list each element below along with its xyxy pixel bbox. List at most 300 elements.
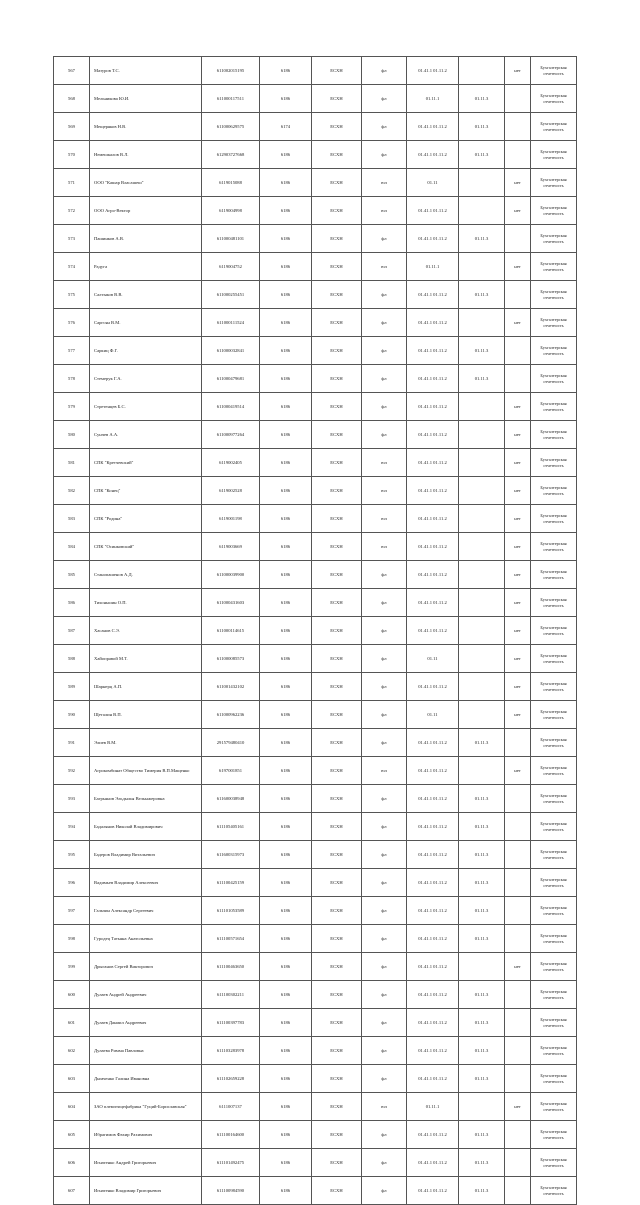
- taxpayer-name: Элиев В.М.: [90, 729, 202, 757]
- code-cell: 6186: [260, 253, 312, 281]
- taxpayer-name: Мещеряков Н.В.: [90, 113, 202, 141]
- row-number: 594: [54, 813, 90, 841]
- activity-code-cell: 01.41.1 01.11.2: [407, 785, 459, 813]
- taxpayer-type-cell: фл: [362, 617, 407, 645]
- inn-cell: 611100571654: [202, 925, 260, 953]
- regime-cell: ЕСХН: [312, 645, 362, 673]
- report-type-cell: Бухгалтерская отчетность: [531, 197, 577, 225]
- extra-code-cell: [459, 673, 505, 701]
- taxpayer-name: Агрокомбинат Общество Тимерия В.П.Мащенко: [90, 757, 202, 785]
- regime-cell: ЕСХН: [312, 1177, 362, 1205]
- taxpayer-name: Немешкалов В.Л.: [90, 141, 202, 169]
- code-cell: 6186: [260, 1093, 312, 1121]
- extra-code-cell: [459, 701, 505, 729]
- table-row: [54, 1177, 577, 1205]
- taxpayer-name: Стемерук Г.А.: [90, 365, 202, 393]
- table-row: [54, 1149, 577, 1177]
- activity-code-cell: 01.41.1 01.11.2: [407, 729, 459, 757]
- taxpayer-type-cell: фл: [362, 113, 407, 141]
- extra-code-cell: [459, 1093, 505, 1121]
- code-cell: 6186: [260, 645, 312, 673]
- activity-code-cell: 01.41.1 01.11.2: [407, 757, 459, 785]
- code-cell: 6186: [260, 85, 312, 113]
- extra-code-cell: 01.11.3: [459, 141, 505, 169]
- code-cell: 6186: [260, 197, 312, 225]
- table-row: [54, 561, 577, 589]
- row-number: 574: [54, 253, 90, 281]
- report-type-cell: Бухгалтерская отчетность: [531, 1093, 577, 1121]
- row-number: 568: [54, 85, 90, 113]
- activity-code-cell: 01.41.1 01.11.2: [407, 673, 459, 701]
- activity-code-cell: 01.41.1 01.11.2: [407, 505, 459, 533]
- flag-cell: [505, 897, 531, 925]
- activity-code-cell: 01.41.1 01.11.2: [407, 1065, 459, 1093]
- taxpayer-name: Щеталин В.П.: [90, 701, 202, 729]
- activity-code-cell: 01.41.1 01.11.2: [407, 337, 459, 365]
- regime-cell: ЕСХН: [312, 1149, 362, 1177]
- table-row: [54, 813, 577, 841]
- extra-code-cell: [459, 533, 505, 561]
- extra-code-cell: 01.11.3: [459, 813, 505, 841]
- regime-cell: ЕСХН: [312, 1037, 362, 1065]
- inn-cell: 611000479681: [202, 365, 260, 393]
- inn-cell: 611000039900: [202, 561, 260, 589]
- flag-cell: нет: [505, 57, 531, 85]
- activity-code-cell: 01.41.1 01.11.2: [407, 1037, 459, 1065]
- table-row: [54, 141, 577, 169]
- regime-cell: ЕСХН: [312, 1065, 362, 1093]
- extra-code-cell: 01.11.3: [459, 897, 505, 925]
- regime-cell: ЕСХН: [312, 757, 362, 785]
- inn-cell: 611000114615: [202, 617, 260, 645]
- extra-code-cell: [459, 169, 505, 197]
- inn-cell: 6111007137: [202, 1093, 260, 1121]
- regime-cell: ЕСХН: [312, 393, 362, 421]
- inn-cell: 611100302211: [202, 981, 260, 1009]
- taxpayer-type-cell: фл: [362, 1065, 407, 1093]
- inn-cell: 611000117511: [202, 85, 260, 113]
- inn-cell: 611600315973: [202, 841, 260, 869]
- taxpayer-name: Ибрагимов Фахир Рахимович: [90, 1121, 202, 1149]
- table-row: [54, 281, 577, 309]
- taxpayer-type-cell: юл: [362, 757, 407, 785]
- taxpayer-name: Тихоньшин О.П.: [90, 589, 202, 617]
- extra-code-cell: [459, 617, 505, 645]
- extra-code-cell: [459, 561, 505, 589]
- inn-cell: 611000962236: [202, 701, 260, 729]
- table-row: [54, 365, 577, 393]
- taxpayer-name: СПК "Кретчевский": [90, 449, 202, 477]
- taxpayer-name: СПК "Осинковский": [90, 533, 202, 561]
- row-number: 606: [54, 1149, 90, 1177]
- taxpayer-type-cell: юл: [362, 449, 407, 477]
- taxpayer-name: СПК "Конец": [90, 477, 202, 505]
- code-cell: 6186: [260, 897, 312, 925]
- extra-code-cell: 01.11.3: [459, 785, 505, 813]
- report-type-cell: Бухгалтерская отчетность: [531, 981, 577, 1009]
- extra-code-cell: [459, 309, 505, 337]
- inn-cell: 611103283978: [202, 1037, 260, 1065]
- taxpayer-name: Гуродец Татьяна Анатольевна: [90, 925, 202, 953]
- table-row: [54, 253, 577, 281]
- row-number: 596: [54, 869, 90, 897]
- regime-cell: ЕСХН: [312, 141, 362, 169]
- inn-cell: 611000481101: [202, 225, 260, 253]
- taxpayer-name: Бадеров Владимир Витальевич: [90, 841, 202, 869]
- extra-code-cell: [459, 421, 505, 449]
- flag-cell: нет: [505, 197, 531, 225]
- taxpayer-type-cell: фл: [362, 701, 407, 729]
- code-cell: 6186: [260, 673, 312, 701]
- taxpayer-name: Дулаев Даниил Андреевич: [90, 1009, 202, 1037]
- taxpayer-name: Салтыков В.В.: [90, 281, 202, 309]
- taxpayer-type-cell: фл: [362, 1037, 407, 1065]
- flag-cell: [505, 729, 531, 757]
- taxpayer-name: Багрьянов Эльдылья Вельыжеровна: [90, 785, 202, 813]
- report-type-cell: Бухгалтерская отчетность: [531, 449, 577, 477]
- regime-cell: ЕСХН: [312, 589, 362, 617]
- taxpayer-name: Вадимьев Владимир Алексеевич: [90, 869, 202, 897]
- row-number: 578: [54, 365, 90, 393]
- row-number: 597: [54, 897, 90, 925]
- inn-cell: 611101053589: [202, 897, 260, 925]
- code-cell: 6186: [260, 225, 312, 253]
- table-row: [54, 981, 577, 1009]
- code-cell: 6186: [260, 981, 312, 1009]
- regime-cell: ЕСХН: [312, 869, 362, 897]
- activity-code-cell: 01.41.1 01.11.2: [407, 309, 459, 337]
- regime-cell: ЕСХН: [312, 505, 362, 533]
- code-cell: 6186: [260, 1121, 312, 1149]
- regime-cell: ЕСХН: [312, 85, 362, 113]
- flag-cell: нет: [505, 645, 531, 673]
- table-row: [54, 701, 577, 729]
- table-row: [54, 869, 577, 897]
- activity-code-cell: 01.41.1 01.11.2: [407, 561, 459, 589]
- report-type-cell: Бухгалтерская отчетность: [531, 365, 577, 393]
- row-number: 607: [54, 1177, 90, 1205]
- activity-code-cell: 01.41.1 01.11.2: [407, 869, 459, 897]
- taxpayer-type-cell: фл: [362, 421, 407, 449]
- taxpayer-name: Гальчин Александр Сергеевич: [90, 897, 202, 925]
- row-number: 585: [54, 561, 90, 589]
- table-row: [54, 533, 577, 561]
- code-cell: 6186: [260, 953, 312, 981]
- inn-cell: 611100984590: [202, 1177, 260, 1205]
- flag-cell: нет: [505, 701, 531, 729]
- taxpayer-name: ООО Агро-Вектор: [90, 197, 202, 225]
- code-cell: 6186: [260, 1065, 312, 1093]
- code-cell: 6186: [260, 309, 312, 337]
- regime-cell: ЕСХН: [312, 253, 362, 281]
- table-row: [54, 897, 577, 925]
- extra-code-cell: 01.11.3: [459, 1149, 505, 1177]
- row-number: 572: [54, 197, 90, 225]
- inn-cell: 611100425159: [202, 869, 260, 897]
- table-row: [54, 225, 577, 253]
- inn-cell: 291579480410: [202, 729, 260, 757]
- taxpayer-name: Стретенцев Б.С.: [90, 393, 202, 421]
- code-cell: 6186: [260, 925, 312, 953]
- taxpayer-type-cell: фл: [362, 1149, 407, 1177]
- inn-cell: 6119001198: [202, 505, 260, 533]
- table-row: [54, 617, 577, 645]
- regime-cell: ЕСХН: [312, 113, 362, 141]
- activity-code-cell: 01.11: [407, 169, 459, 197]
- flag-cell: [505, 1065, 531, 1093]
- report-type-cell: Бухгалтерская отчетность: [531, 589, 577, 617]
- regime-cell: ЕСХН: [312, 281, 362, 309]
- inn-cell: 611102659228: [202, 1065, 260, 1093]
- row-number: 583: [54, 505, 90, 533]
- table-row: [54, 505, 577, 533]
- regime-cell: ЕСХН: [312, 701, 362, 729]
- table-row: [54, 785, 577, 813]
- flag-cell: [505, 281, 531, 309]
- row-number: 576: [54, 309, 90, 337]
- taxpayer-type-cell: фл: [362, 925, 407, 953]
- regime-cell: ЕСХН: [312, 785, 362, 813]
- activity-code-cell: 01.41.1 01.11.2: [407, 953, 459, 981]
- report-type-cell: Бухгалтерская отчетность: [531, 113, 577, 141]
- row-number: 601: [54, 1009, 90, 1037]
- activity-code-cell: 01.41.1 01.11.2: [407, 1121, 459, 1149]
- taxpayer-type-cell: фл: [362, 589, 407, 617]
- flag-cell: нет: [505, 561, 531, 589]
- taxpayer-type-cell: фл: [362, 309, 407, 337]
- extra-code-cell: 01.11.3: [459, 925, 505, 953]
- taxpayer-type-cell: фл: [362, 785, 407, 813]
- report-type-cell: Бухгалтерская отчетность: [531, 953, 577, 981]
- row-number: 573: [54, 225, 90, 253]
- regime-cell: ЕСХН: [312, 225, 362, 253]
- report-type-cell: Бухгалтерская отчетность: [531, 57, 577, 85]
- activity-code-cell: 01.11.1: [407, 1093, 459, 1121]
- report-type-cell: Бухгалтерская отчетность: [531, 141, 577, 169]
- regime-cell: ЕСХН: [312, 309, 362, 337]
- taxpayer-name: Дрыганов Сергей Викторович: [90, 953, 202, 981]
- inn-cell: 611100164600: [202, 1121, 260, 1149]
- taxpayer-name: СПК "Родина": [90, 505, 202, 533]
- activity-code-cell: 01.11.1: [407, 85, 459, 113]
- flag-cell: [505, 869, 531, 897]
- code-cell: 6186: [260, 1009, 312, 1037]
- regime-cell: ЕСХН: [312, 729, 362, 757]
- extra-code-cell: 01.11.3: [459, 841, 505, 869]
- flag-cell: нет: [505, 589, 531, 617]
- report-type-cell: Бухгалтерская отчетность: [531, 225, 577, 253]
- report-type-cell: Бухгалтерская отчетность: [531, 729, 577, 757]
- report-type-cell: Бухгалтерская отчетность: [531, 85, 577, 113]
- code-cell: 6186: [260, 1149, 312, 1177]
- activity-code-cell: 01.41.1 01.11.2: [407, 393, 459, 421]
- taxpayer-type-cell: фл: [362, 57, 407, 85]
- extra-code-cell: [459, 505, 505, 533]
- flag-cell: нет: [505, 421, 531, 449]
- activity-code-cell: 01.41.1 01.11.2: [407, 1149, 459, 1177]
- extra-code-cell: 01.11.3: [459, 1121, 505, 1149]
- extra-code-cell: 01.11.3: [459, 1177, 505, 1205]
- flag-cell: [505, 925, 531, 953]
- flag-cell: [505, 785, 531, 813]
- regime-cell: ЕСХН: [312, 897, 362, 925]
- row-number: 599: [54, 953, 90, 981]
- activity-code-cell: 01.41.1 01.11.2: [407, 533, 459, 561]
- table-row: [54, 925, 577, 953]
- inn-cell: 611100397783: [202, 1009, 260, 1037]
- report-type-cell: Бухгалтерская отчетность: [531, 253, 577, 281]
- flag-cell: [505, 1121, 531, 1149]
- inn-cell: 611000419514: [202, 393, 260, 421]
- report-type-cell: Бухгалтерская отчетность: [531, 309, 577, 337]
- taxpayer-name: Станопашенов А.Д.: [90, 561, 202, 589]
- regime-cell: ЕСХН: [312, 1121, 362, 1149]
- taxpayer-name: Дулаев Андрей Андреевич: [90, 981, 202, 1009]
- taxpayer-type-cell: фл: [362, 141, 407, 169]
- extra-code-cell: [459, 393, 505, 421]
- flag-cell: нет: [505, 393, 531, 421]
- code-cell: 6186: [260, 1177, 312, 1205]
- code-cell: 6186: [260, 477, 312, 505]
- activity-code-cell: 01.41.1 01.11.2: [407, 449, 459, 477]
- report-type-cell: Бухгалтерская отчетность: [531, 869, 577, 897]
- activity-code-cell: 01.41.1 01.11.2: [407, 113, 459, 141]
- activity-code-cell: 01.11: [407, 701, 459, 729]
- row-number: 595: [54, 841, 90, 869]
- row-number: 586: [54, 589, 90, 617]
- table-row: [54, 197, 577, 225]
- activity-code-cell: 01.41.1 01.11.2: [407, 197, 459, 225]
- row-number: 593: [54, 785, 90, 813]
- taxpayer-name: ООО "Кашар Власашеш": [90, 169, 202, 197]
- inn-cell: 6119002405: [202, 449, 260, 477]
- table-row: [54, 393, 577, 421]
- row-number: 584: [54, 533, 90, 561]
- row-number: 587: [54, 617, 90, 645]
- regime-cell: ЕСХН: [312, 477, 362, 505]
- code-cell: 6186: [260, 841, 312, 869]
- inn-cell: 6119004998: [202, 197, 260, 225]
- inn-cell: 6119015088: [202, 169, 260, 197]
- taxpayer-type-cell: фл: [362, 729, 407, 757]
- report-type-cell: Бухгалтерская отчетность: [531, 561, 577, 589]
- regime-cell: ЕСХН: [312, 981, 362, 1009]
- extra-code-cell: 01.11.3: [459, 1009, 505, 1037]
- extra-code-cell: [459, 645, 505, 673]
- report-type-cell: Бухгалтерская отчетность: [531, 645, 577, 673]
- taxpayer-type-cell: юл: [362, 253, 407, 281]
- report-type-cell: Бухгалтерская отчетность: [531, 337, 577, 365]
- extra-code-cell: [459, 449, 505, 477]
- flag-cell: [505, 981, 531, 1009]
- taxpayer-name: Дымченко Галина Ивановна: [90, 1065, 202, 1093]
- extra-code-cell: 01.11.3: [459, 281, 505, 309]
- flag-cell: [505, 141, 531, 169]
- report-type-cell: Бухгалтерская отчетность: [531, 281, 577, 309]
- code-cell: 6186: [260, 141, 312, 169]
- row-number: 589: [54, 673, 90, 701]
- taxpayer-name: Бадалянов Николай Владимирович: [90, 813, 202, 841]
- code-cell: 6174: [260, 113, 312, 141]
- report-type-cell: Бухгалтерская отчетность: [531, 1065, 577, 1093]
- register-table: [53, 56, 577, 1205]
- taxpayer-type-cell: фл: [362, 365, 407, 393]
- table-row: [54, 1093, 577, 1121]
- activity-code-cell: 01.41.1 01.11.2: [407, 477, 459, 505]
- flag-cell: [505, 813, 531, 841]
- activity-code-cell: 01.41.1 01.11.2: [407, 897, 459, 925]
- flag-cell: нет: [505, 169, 531, 197]
- activity-code-cell: 01.41.1 01.11.2: [407, 1177, 459, 1205]
- taxpayer-name: Дулаева Римма Павловна: [90, 1037, 202, 1065]
- row-number: 577: [54, 337, 90, 365]
- report-type-cell: Бухгалтерская отчетность: [531, 673, 577, 701]
- extra-code-cell: 01.11.3: [459, 337, 505, 365]
- taxpayer-name: Мельникова Ю.И.: [90, 85, 202, 113]
- activity-code-cell: 01.41.1 01.11.2: [407, 225, 459, 253]
- taxpayer-name: Саркиц Ф.Г.: [90, 337, 202, 365]
- inn-cell: 611101492475: [202, 1149, 260, 1177]
- flag-cell: нет: [505, 673, 531, 701]
- taxpayer-type-cell: фл: [362, 85, 407, 113]
- extra-code-cell: 01.11.3: [459, 1065, 505, 1093]
- table-row: [54, 757, 577, 785]
- inn-cell: 611000431603: [202, 589, 260, 617]
- taxpayer-type-cell: фл: [362, 981, 407, 1009]
- code-cell: 6186: [260, 729, 312, 757]
- extra-code-cell: [459, 477, 505, 505]
- extra-code-cell: 01.11.3: [459, 729, 505, 757]
- taxpayer-name: Хайоправой М.Т.: [90, 645, 202, 673]
- row-number: 575: [54, 281, 90, 309]
- row-number: 579: [54, 393, 90, 421]
- table-row: [54, 645, 577, 673]
- activity-code-cell: 01.41.1 01.11.2: [407, 981, 459, 1009]
- extra-code-cell: [459, 953, 505, 981]
- inn-cell: 6119003669: [202, 533, 260, 561]
- taxpayer-type-cell: фл: [362, 281, 407, 309]
- flag-cell: [505, 337, 531, 365]
- taxpayer-type-cell: юл: [362, 533, 407, 561]
- regime-cell: ЕСХН: [312, 337, 362, 365]
- regime-cell: ЕСХН: [312, 421, 362, 449]
- row-number: 604: [54, 1093, 90, 1121]
- regime-cell: ЕСХН: [312, 197, 362, 225]
- flag-cell: нет: [505, 533, 531, 561]
- table-row: [54, 729, 577, 757]
- report-type-cell: Бухгалтерская отчетность: [531, 617, 577, 645]
- extra-code-cell: [459, 589, 505, 617]
- activity-code-cell: 01.41.1 01.11.2: [407, 141, 459, 169]
- activity-code-cell: 01.41.1 01.11.2: [407, 813, 459, 841]
- regime-cell: ЕСХН: [312, 841, 362, 869]
- taxpayer-type-cell: фл: [362, 1121, 407, 1149]
- code-cell: 6186: [260, 701, 312, 729]
- flag-cell: [505, 113, 531, 141]
- report-type-cell: Бухгалтерская отчетность: [531, 477, 577, 505]
- regime-cell: ЕСХН: [312, 561, 362, 589]
- taxpayer-type-cell: юл: [362, 477, 407, 505]
- table-row: [54, 841, 577, 869]
- table-row: [54, 1009, 577, 1037]
- activity-code-cell: 01.41.1 01.11.2: [407, 421, 459, 449]
- regime-cell: ЕСХН: [312, 169, 362, 197]
- taxpayer-type-cell: юл: [362, 505, 407, 533]
- row-number: 588: [54, 645, 90, 673]
- report-type-cell: Бухгалтерская отчетность: [531, 1177, 577, 1205]
- regime-cell: ЕСХН: [312, 813, 362, 841]
- regime-cell: ЕСХН: [312, 953, 362, 981]
